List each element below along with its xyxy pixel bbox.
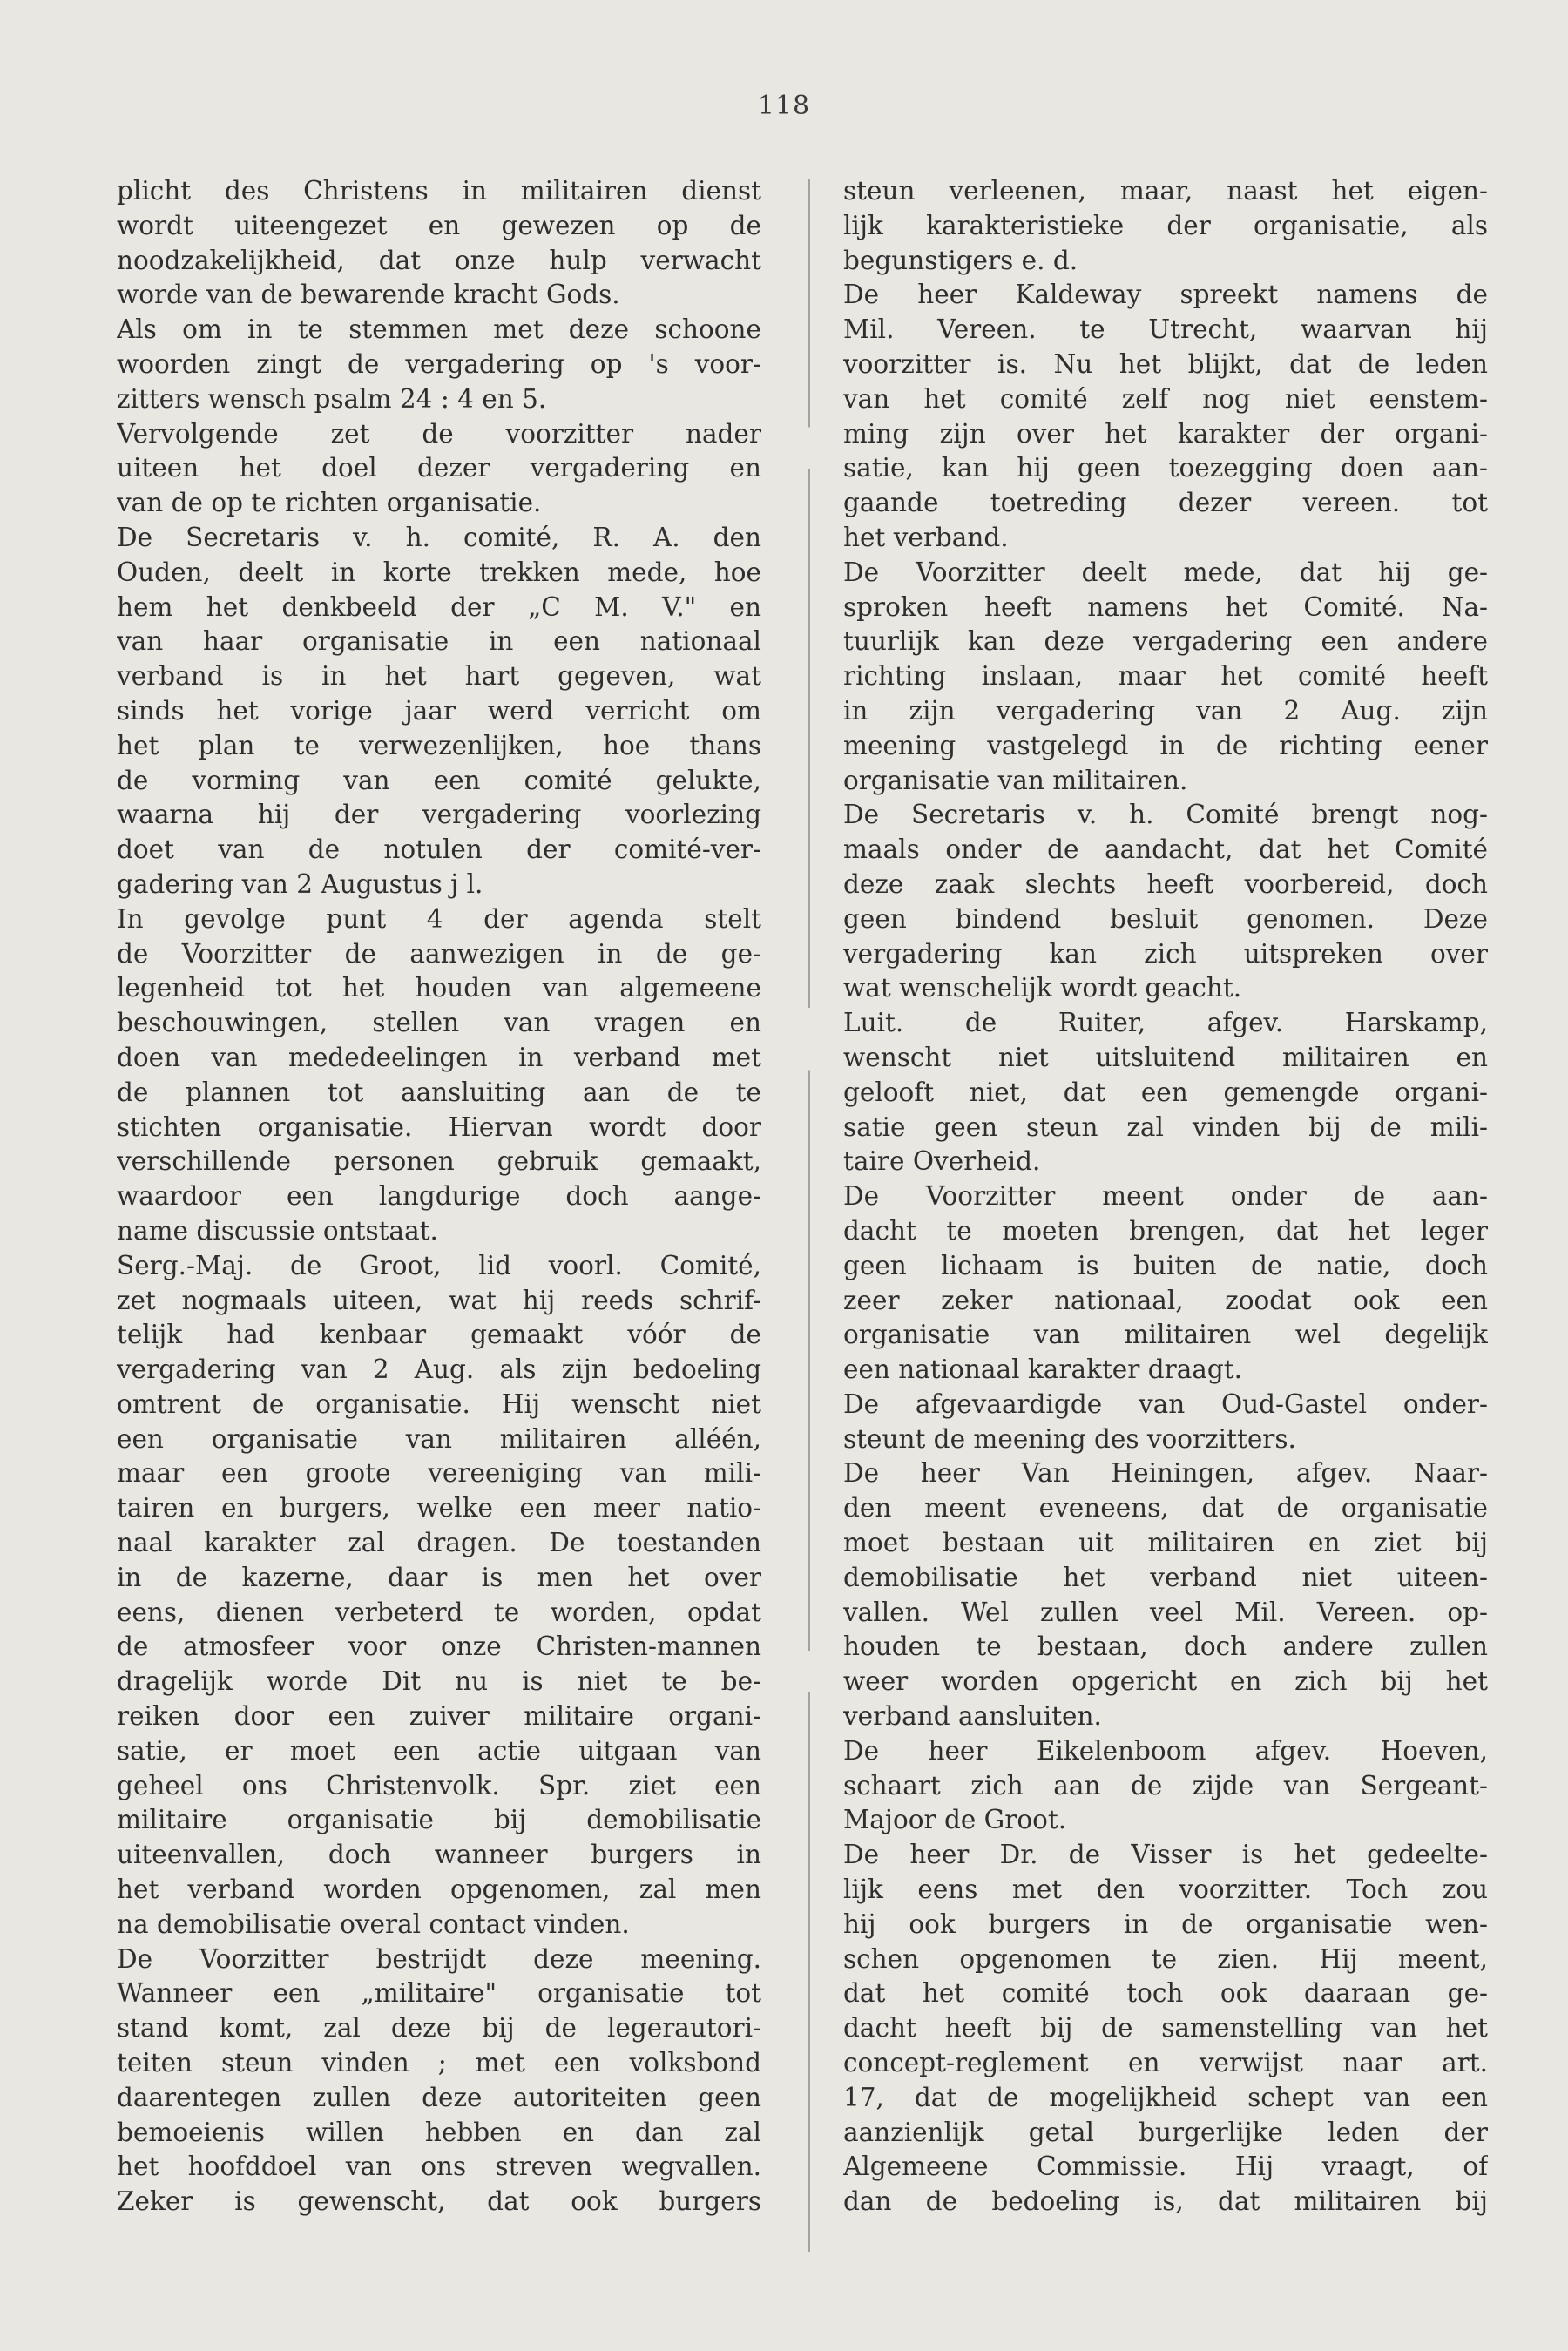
text-line: satie geen steun zal vinden bij de mili- <box>843 1111 1488 1142</box>
text-line: steun verleenen, maar, naast het eigen- <box>843 176 1488 206</box>
text-line: doen van mededeelingen in verband met <box>117 1042 761 1072</box>
text-line: het hoofddoel van ons streven wegvallen. <box>117 2152 761 2182</box>
text-line: in zijn vergadering van 2 Aug. zijn <box>843 695 1488 726</box>
text-line: van het comité zelf nog niet eenstem- <box>843 383 1488 414</box>
text-line: zeer zeker nationaal, zoodat ook een <box>843 1285 1488 1315</box>
column-divider <box>808 179 810 2252</box>
text-line: de vorming van een comité gelukte, <box>117 765 761 795</box>
text-line: name discussie ontstaat. <box>117 1215 438 1246</box>
text-line: dacht te moeten brengen, dat het leger <box>843 1215 1488 1246</box>
text-line: dat het comité toch ook daaraan ge- <box>843 1978 1488 2009</box>
text-line: den meent eveneens, dat de organisatie <box>843 1493 1488 1523</box>
text-line: zitters wensch psalm 24 : 4 en 5. <box>117 383 547 414</box>
text-line: De Voorzitter deelt mede, dat hij ge- <box>843 557 1488 587</box>
text-line: sinds het vorige jaar werd verricht om <box>117 695 761 726</box>
text-line: meening vastgelegd in de richting eener <box>843 730 1488 760</box>
text-line: het verband worden opgenomen, zal men <box>117 1875 761 1905</box>
text-line: voorzitter is. Nu het blijkt, dat de leden <box>843 348 1488 379</box>
text-line: doet van de notulen der comité-ver- <box>117 834 761 865</box>
text-line: In gevolge punt 4 der agenda stelt <box>117 903 761 934</box>
text-line: satie, kan hij geen toezegging doen aan- <box>843 453 1488 483</box>
text-line: woorden zingt de vergadering op 's voor- <box>117 348 761 379</box>
text-line: aanzienlijk getal burgerlijke leden der <box>843 2117 1488 2147</box>
text-line: het verband. <box>843 522 1009 552</box>
text-line: De heer Van Heiningen, afgev. Naar- <box>843 1458 1488 1489</box>
text-line: uiteen het doel dezer vergadering en <box>117 453 761 483</box>
text-line: geen bindend besluit genomen. Deze <box>843 903 1488 934</box>
text-line: wordt uiteengezet en gewezen op de <box>117 210 761 240</box>
text-line: weer worden opgericht en zich bij het <box>843 1666 1488 1697</box>
text-line: gelooft niet, dat een gemengde organi- <box>843 1077 1488 1107</box>
text-line: gadering van 2 Augustus j l. <box>117 868 483 899</box>
text-line: geheel ons Christenvolk. Spr. ziet een <box>117 1770 761 1800</box>
text-line: houden te bestaan, doch andere zullen <box>843 1632 1488 1662</box>
text-line: Serg.-Maj. de Groot, lid voorl. Comité, <box>117 1250 761 1280</box>
text-line: worde van de bewarende kracht Gods. <box>117 280 620 310</box>
text-line: satie, er moet een actie uitgaan van <box>117 1735 761 1766</box>
text-line: teiten steun vinden ; met een volksbond <box>117 2048 761 2078</box>
text-line: lijk karakteristieke der organisatie, als <box>843 210 1488 240</box>
text-line: een organisatie van militairen alléén, <box>117 1423 761 1454</box>
text-line: daarentegen zullen deze autoriteiten geen <box>117 2082 761 2112</box>
text-line: lijk eens met den voorzitter. Toch zou <box>843 1875 1488 1905</box>
text-line: gaande toetreding dezer vereen. tot <box>843 488 1488 518</box>
text-line: de plannen tot aansluiting aan de te <box>117 1077 761 1107</box>
text-line: maals onder de aandacht, dat het Comité <box>843 834 1488 865</box>
text-line: deze zaak slechts heeft voorbereid, doch <box>843 868 1488 899</box>
text-line: beschouwingen, stellen van vragen en <box>117 1008 761 1038</box>
text-line: tuurlijk kan deze vergadering een andere <box>843 626 1488 657</box>
right-column <box>843 174 1488 2219</box>
text-line: dan de bedoeling is, dat militairen bij <box>843 2186 1488 2217</box>
text-line: vallen. Wel zullen veel Mil. Vereen. op- <box>843 1597 1488 1627</box>
text-line: De Secretaris v. h. Comité brengt nog- <box>843 800 1488 830</box>
text-line: 17, dat de mogelijkheid schept van een <box>843 2082 1488 2112</box>
text-line: Wanneer een „militaire" organisatie tot <box>117 1978 761 2009</box>
text-line: het plan te verwezenlijken, hoe thans <box>117 730 761 760</box>
text-line: dragelijk worde Dit nu is niet te be- <box>117 1666 761 1697</box>
text-line: wat wenschelijk wordt geacht. <box>843 973 1242 1003</box>
text-line: wenscht niet uitsluitend militairen en <box>843 1042 1488 1072</box>
text-line: begunstigers e. d. <box>843 245 1078 275</box>
text-line: waardoor een langdurige doch aange- <box>117 1181 761 1212</box>
text-line: vergadering van 2 Aug. als zijn bedoeling <box>117 1355 761 1385</box>
text-line: hem het denkbeeld der „C M. V." en <box>117 591 761 622</box>
text-line: tairen en burgers, welke een meer natio- <box>117 1493 761 1523</box>
text-line: naal karakter zal dragen. De toestanden <box>117 1528 761 1558</box>
text-line: schaart zich aan de zijde van Sergeant- <box>843 1770 1488 1800</box>
text-line: militaire organisatie bij demobilisatie <box>117 1805 761 1835</box>
text-line: de Voorzitter de aanwezigen in de ge- <box>117 938 761 969</box>
text-line: taire Overheid. <box>843 1146 1041 1177</box>
text-line: legenheid tot het houden van algemeene <box>117 973 761 1003</box>
text-line: zet nogmaals uiteen, wat hij reeds schrif- <box>117 1285 761 1315</box>
text-line: Als om in te stemmen met deze schoone <box>117 314 761 345</box>
left-column <box>117 174 761 2219</box>
text-line: een nationaal karakter draagt. <box>843 1355 1243 1385</box>
text-line: De heer Kaldeway spreekt namens de <box>843 280 1488 310</box>
text-line: vergadering kan zich uitspreken over <box>843 938 1488 969</box>
text-line: geen lichaam is buiten de natie, doch <box>843 1250 1488 1280</box>
text-line: verschillende personen gebruik gemaakt, <box>117 1146 761 1177</box>
text-line: reiken door een zuiver militaire organi- <box>117 1701 761 1732</box>
text-line: in de kazerne, daar is men het over <box>117 1562 761 1592</box>
text-line: maar een groote vereeniging van mili- <box>117 1458 761 1489</box>
text-line: na demobilisatie overal contact vinden. <box>117 1908 630 1939</box>
text-line: Luit. de Ruiter, afgev. Harskamp, <box>843 1008 1488 1038</box>
text-line: hij ook burgers in de organisatie wen- <box>843 1908 1488 1939</box>
text-line: moet bestaan uit militairen en ziet bij <box>843 1528 1488 1558</box>
text-line: dacht heeft bij de samenstelling van het <box>843 2013 1488 2044</box>
text-line: De heer Eikelenboom afgev. Hoeven, <box>843 1735 1488 1766</box>
text-line: de atmosfeer voor onze Christen-mannen <box>117 1632 761 1662</box>
text-line: Mil. Vereen. te Utrecht, waarvan hij <box>843 314 1488 345</box>
text-line: verband is in het hart gegeven, wat <box>117 661 761 692</box>
text-line: Ouden, deelt in korte trekken mede, hoe <box>117 557 761 587</box>
text-line: stichten organisatie. Hiervan wordt door <box>117 1111 761 1142</box>
text-line: organisatie van militairen wel degelijk <box>843 1320 1488 1350</box>
text-line: De Voorzitter meent onder de aan- <box>843 1181 1488 1212</box>
text-line: De afgevaardigde van Oud-Gastel onder- <box>843 1388 1488 1419</box>
text-line: organisatie van militairen. <box>843 765 1188 795</box>
text-line: uiteenvallen, doch wanneer burgers in <box>117 1840 761 1870</box>
text-line: Majoor de Groot. <box>843 1805 1067 1835</box>
text-line: bemoeienis willen hebben en dan zal <box>117 2117 761 2147</box>
text-line: demobilisatie het verband niet uiteen- <box>843 1562 1488 1592</box>
text-line: van de op te richten organisatie. <box>117 488 542 518</box>
text-line: richting inslaan, maar het comité heeft <box>843 661 1488 692</box>
text-line: concept-reglement en verwijst naar art. <box>843 2048 1488 2078</box>
text-line: stand komt, zal deze bij de legerautori- <box>117 2013 761 2044</box>
text-line: De Voorzitter bestrijdt deze meening. <box>117 1943 761 1974</box>
text-line: De Secretaris v. h. comité, R. A. den <box>117 522 761 552</box>
text-line: eens, dienen verbeterd te worden, opdat <box>117 1597 761 1627</box>
text-line: omtrent de organisatie. Hij wenscht niet <box>117 1388 761 1419</box>
text-line: Vervolgende zet de voorzitter nader <box>117 418 761 449</box>
text-line: sproken heeft namens het Comité. Na- <box>843 591 1488 622</box>
text-line: verband aansluiten. <box>843 1701 1102 1732</box>
text-line: schen opgenomen te zien. Hij meent, <box>843 1943 1488 1974</box>
text-line: plicht des Christens in militairen dienst <box>117 176 761 206</box>
text-line: Algemeene Commissie. Hij vraagt, of <box>843 2152 1488 2182</box>
page-number: 118 <box>757 91 811 121</box>
text-line: waarna hij der vergadering voorlezing <box>117 800 761 830</box>
text-line: Zeker is gewenscht, dat ook burgers <box>117 2186 761 2217</box>
text-line: noodzakelijkheid, dat onze hulp verwacht <box>117 245 761 275</box>
text-line: ming zijn over het karakter der organi- <box>843 418 1488 449</box>
text-line: De heer Dr. de Visser is het gedeelte- <box>843 1840 1488 1870</box>
text-line: telijk had kenbaar gemaakt vóór de <box>117 1320 761 1350</box>
text-line: van haar organisatie in een nationaal <box>117 626 761 657</box>
text-line: steunt de meening des voorzitters. <box>843 1423 1296 1454</box>
